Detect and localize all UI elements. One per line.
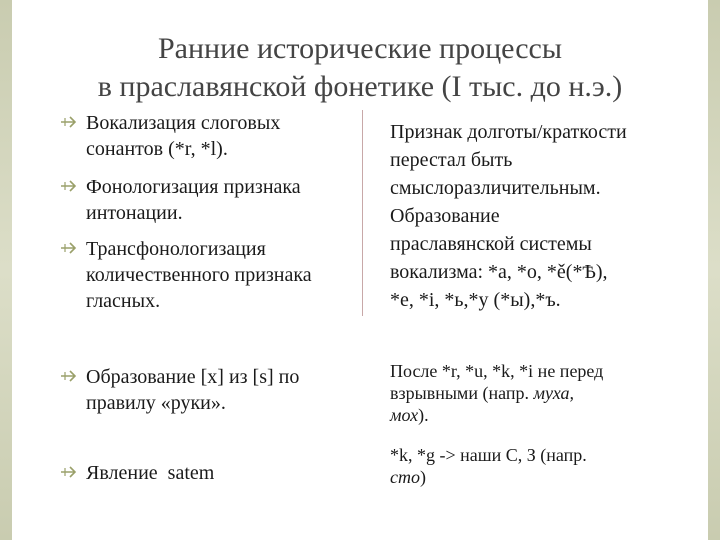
slide-title-line-1: Ранние исторические процессы bbox=[158, 32, 562, 65]
bullet-line: интонации. bbox=[86, 202, 183, 224]
bullet-line: гласных. bbox=[86, 290, 161, 312]
bullet-line: Явление satem bbox=[86, 462, 215, 484]
text-line: перестал быть bbox=[390, 149, 513, 171]
text-line: смыслоразличительным. bbox=[390, 177, 601, 199]
text-segment: ). bbox=[418, 405, 429, 425]
text-line bbox=[390, 404, 603, 426]
text-line: *e, *i, *ь,*y (*ы),*ъ. bbox=[390, 289, 561, 311]
text-segment: взрывными (напр. bbox=[390, 383, 534, 403]
bullet-line: правилу «руки». bbox=[86, 392, 226, 414]
arrow-bullet-icon bbox=[60, 115, 80, 129]
bullet-line: Фонологизация признака bbox=[86, 176, 301, 198]
bullet-line: Трансфонологизация bbox=[86, 238, 266, 260]
right-decorative-band bbox=[708, 0, 720, 540]
text-segment: ) bbox=[420, 467, 426, 487]
right-block-satem bbox=[390, 444, 587, 488]
slide-title bbox=[20, 30, 700, 106]
bullet-line: Образование [x] из [s] по bbox=[86, 366, 300, 388]
text-line bbox=[390, 466, 587, 488]
example-word: муха, bbox=[533, 383, 574, 403]
bullet-line: количественного признака bbox=[86, 264, 312, 286]
slide-title-line-2: в праславянской фонетике (I тыс. до н.э.) bbox=[97, 70, 623, 103]
right-block-vowel-length bbox=[390, 118, 627, 314]
arrow-bullet-icon bbox=[60, 241, 80, 255]
left-decorative-band bbox=[0, 0, 12, 540]
text-line: Признак долготы/краткости bbox=[390, 121, 627, 143]
right-block-ruki-rule bbox=[390, 360, 603, 426]
text-line: вокализма: *a, *o, *ě(*Ѣ), bbox=[390, 261, 608, 283]
column-divider bbox=[362, 110, 363, 316]
arrow-bullet-icon bbox=[60, 465, 80, 479]
example-word: мох bbox=[390, 405, 419, 425]
example-word: сто bbox=[390, 467, 420, 487]
bullet-satem bbox=[60, 460, 214, 486]
bullet-vocalization bbox=[60, 110, 280, 162]
text-line: *k, *g -> наши С, З (напр. bbox=[390, 445, 587, 465]
arrow-bullet-icon bbox=[60, 179, 80, 193]
text-line: праславянской системы bbox=[390, 233, 592, 255]
text-line: Образование bbox=[390, 205, 500, 227]
bullet-line: Вокализация слоговых bbox=[86, 112, 281, 134]
arrow-bullet-icon bbox=[60, 369, 80, 383]
bullet-line: сонантов (*r, *l). bbox=[86, 138, 228, 160]
bullet-x-from-s bbox=[60, 364, 299, 416]
bullet-phonologization bbox=[60, 174, 301, 226]
text-line bbox=[390, 382, 603, 404]
text-line: После *r, *u, *k, *i не перед bbox=[390, 361, 604, 381]
bullet-transphonologization bbox=[60, 236, 312, 314]
